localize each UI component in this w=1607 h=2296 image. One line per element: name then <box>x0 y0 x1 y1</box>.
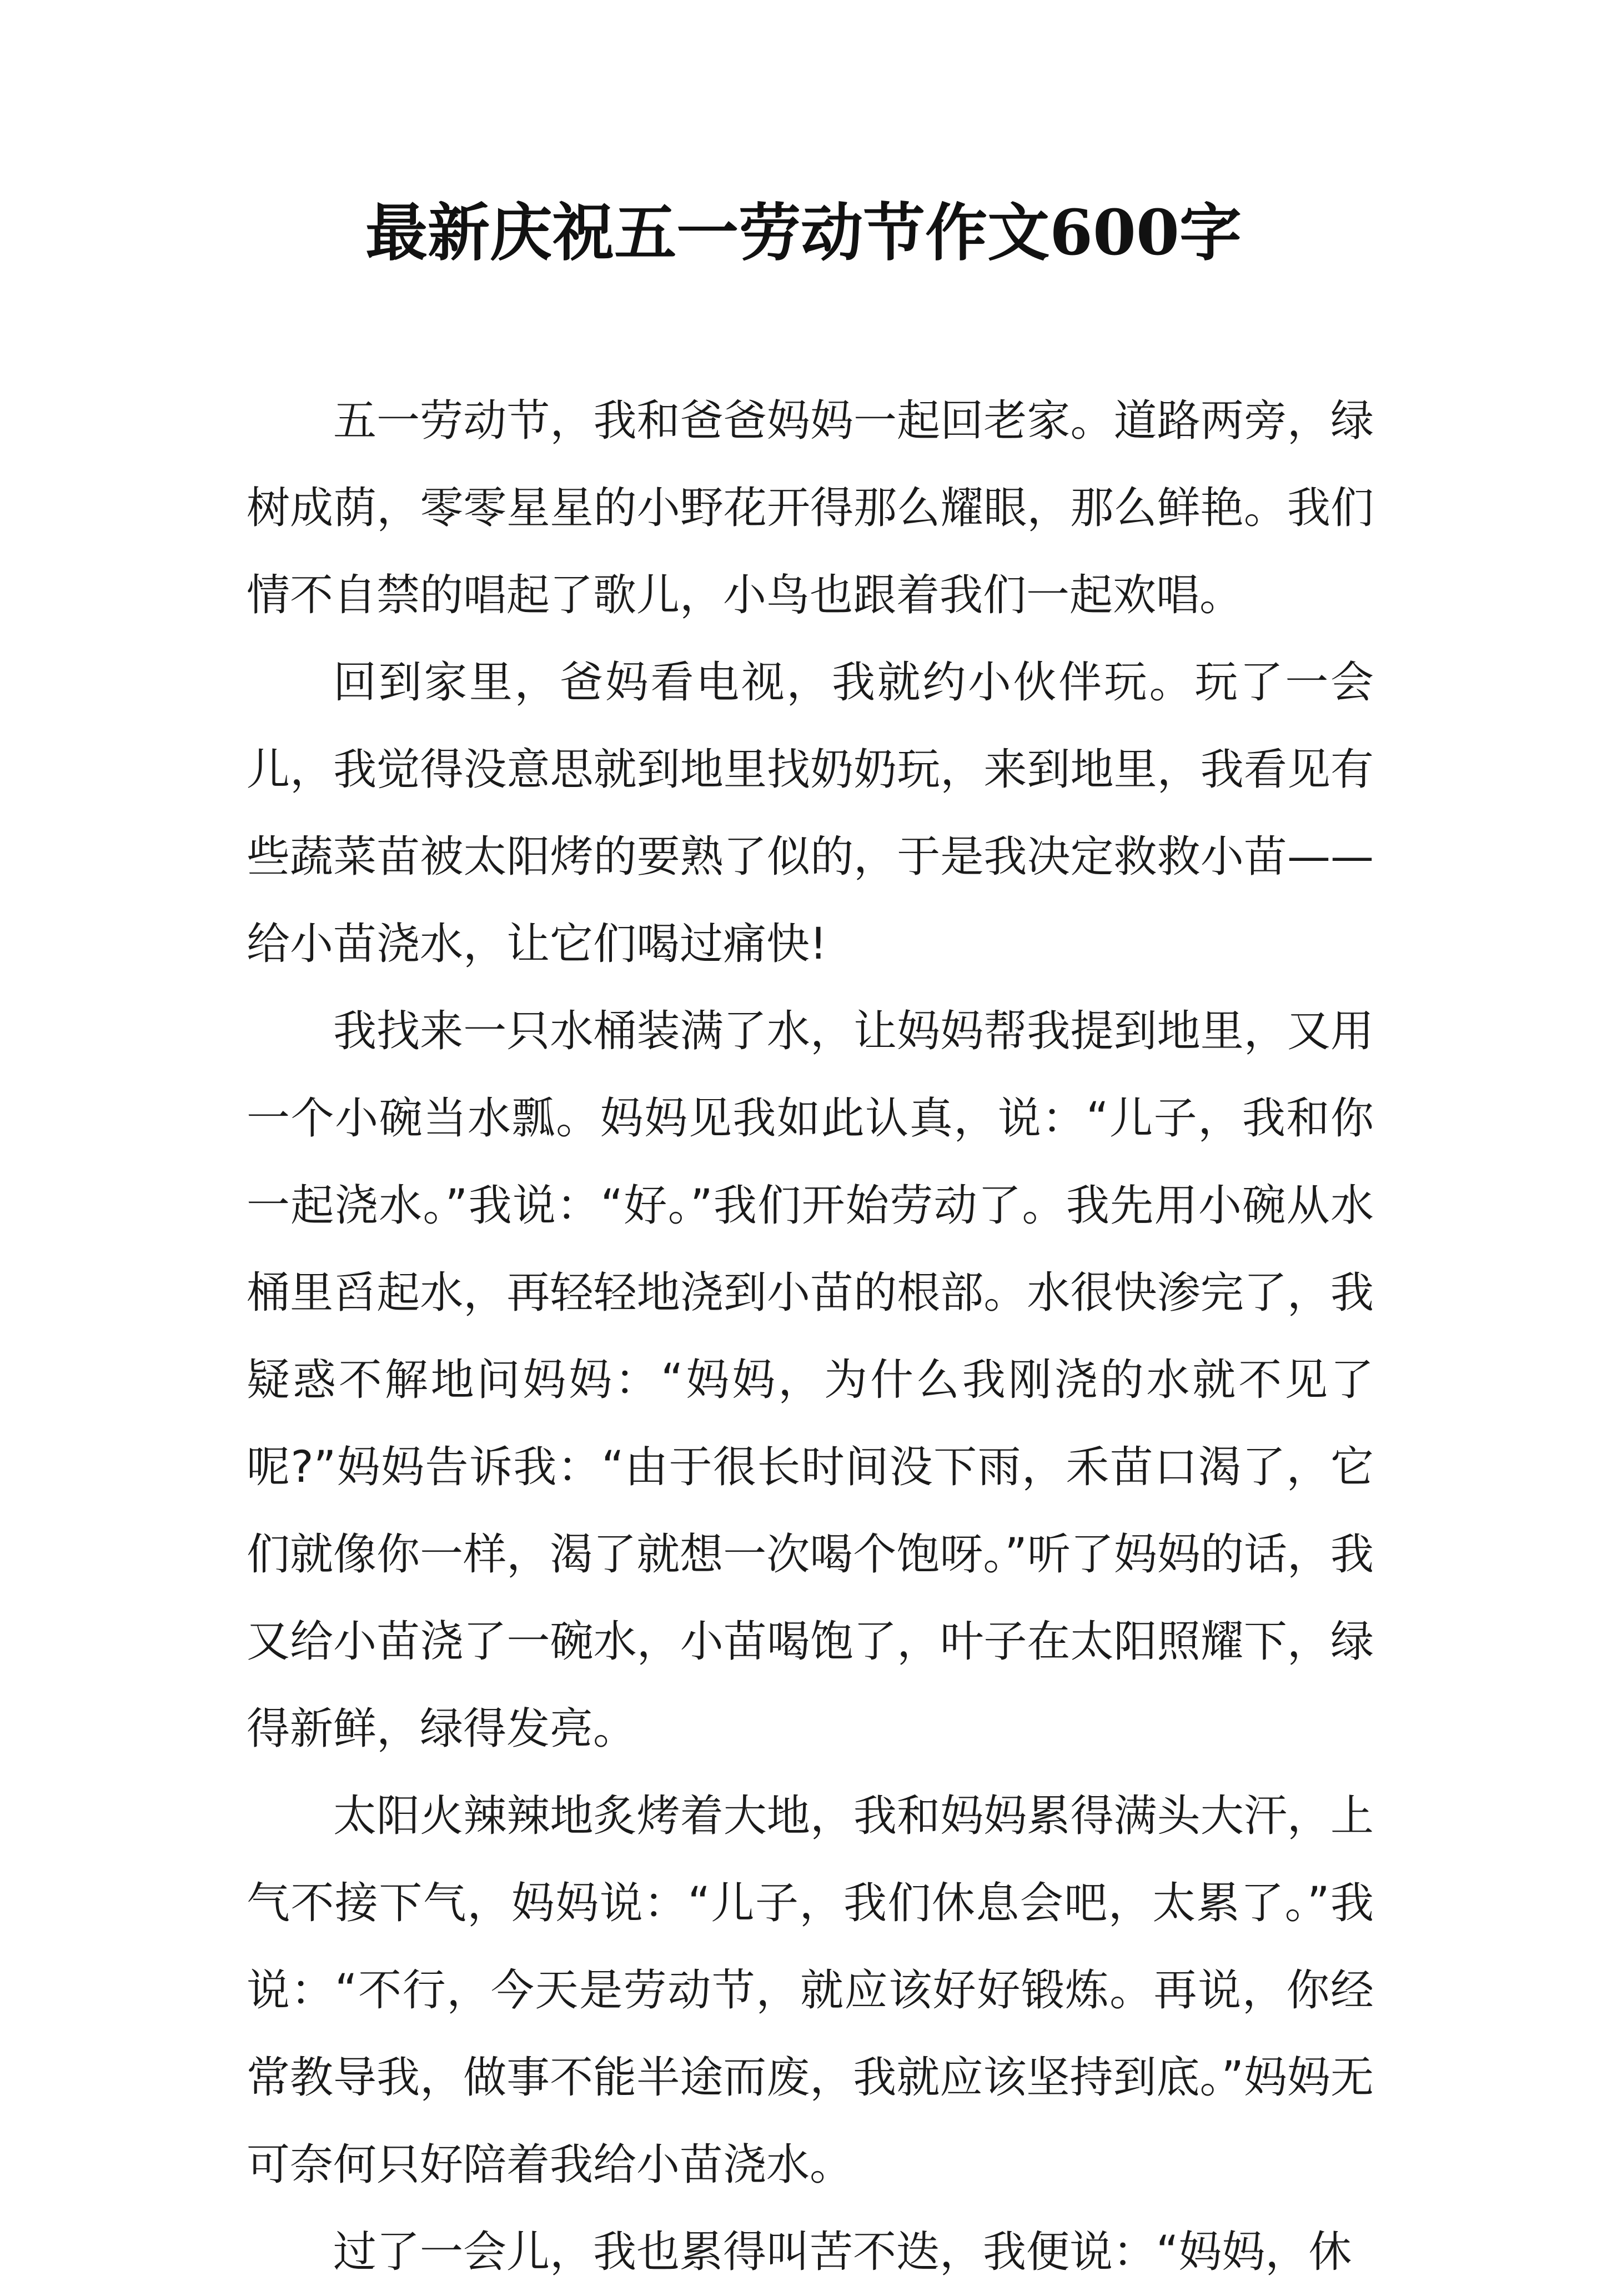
paragraph: 我找来一只水桶装满了水，让妈妈帮我提到地里，又用一个小碗当水瓢。妈妈见我如此认真，说：“儿子，我和你一起浇水。”我说：“好。”我们开始劳动了。我先用小碗从水桶里舀起水，再轻轻地浇到小苗的根部。水很快渗完了，我疑惑不解地问妈妈：“妈妈，为什么我刚浇的水就不见了呢?”妈妈告诉我：“由于很长时间没下雨，禾苗口渴了，它们就像你一样，渴了就想一次喝个饱呀。”听了妈妈的话，我又给小苗浇了一碗水，小苗喝饱了，叶子在太阳照耀下，绿得新鲜，绿得发亮。 <box>247 1006 1374 1754</box>
document-title: 最新庆祝五一劳动节作文600字 <box>365 197 1242 269</box>
paragraph: 回到家里，爸妈看电视，我就约小伙伴玩。玩了一会儿，我觉得没意思就到地里找奶奶玩，来到地里，我看见有些蔬菜苗被太阳烤的要熟了似的，于是我决定救救小苗——给小苗浇水，让它们喝过痛快! <box>247 658 1374 969</box>
paragraph: 五一劳动节，我和爸爸妈妈一起回老家。道路两旁，绿树成荫，零零星星的小野花开得那么耀眼，那么鲜艳。我们情不自禁的唱起了歌儿，小鸟也跟着我们一起欢唱。 <box>247 396 1374 620</box>
paragraph: 过了一会儿，我也累得叫苦不迭，我便说：“妈妈，休 <box>333 2227 1352 2277</box>
document-body <box>247 378 1374 2296</box>
paragraph: 太阳火辣辣地炙烤着大地，我和妈妈累得满头大汗，上气不接下气，妈妈说：“儿子，我们休息会吧，太累了。”我说：“不行，今天是劳动节，就应该好好锻炼。再说，你经常教导我，做事不能半途而废，我就应该坚持到底。”妈妈无可奈何只好陪着我给小苗浇水。 <box>247 1791 1374 2190</box>
